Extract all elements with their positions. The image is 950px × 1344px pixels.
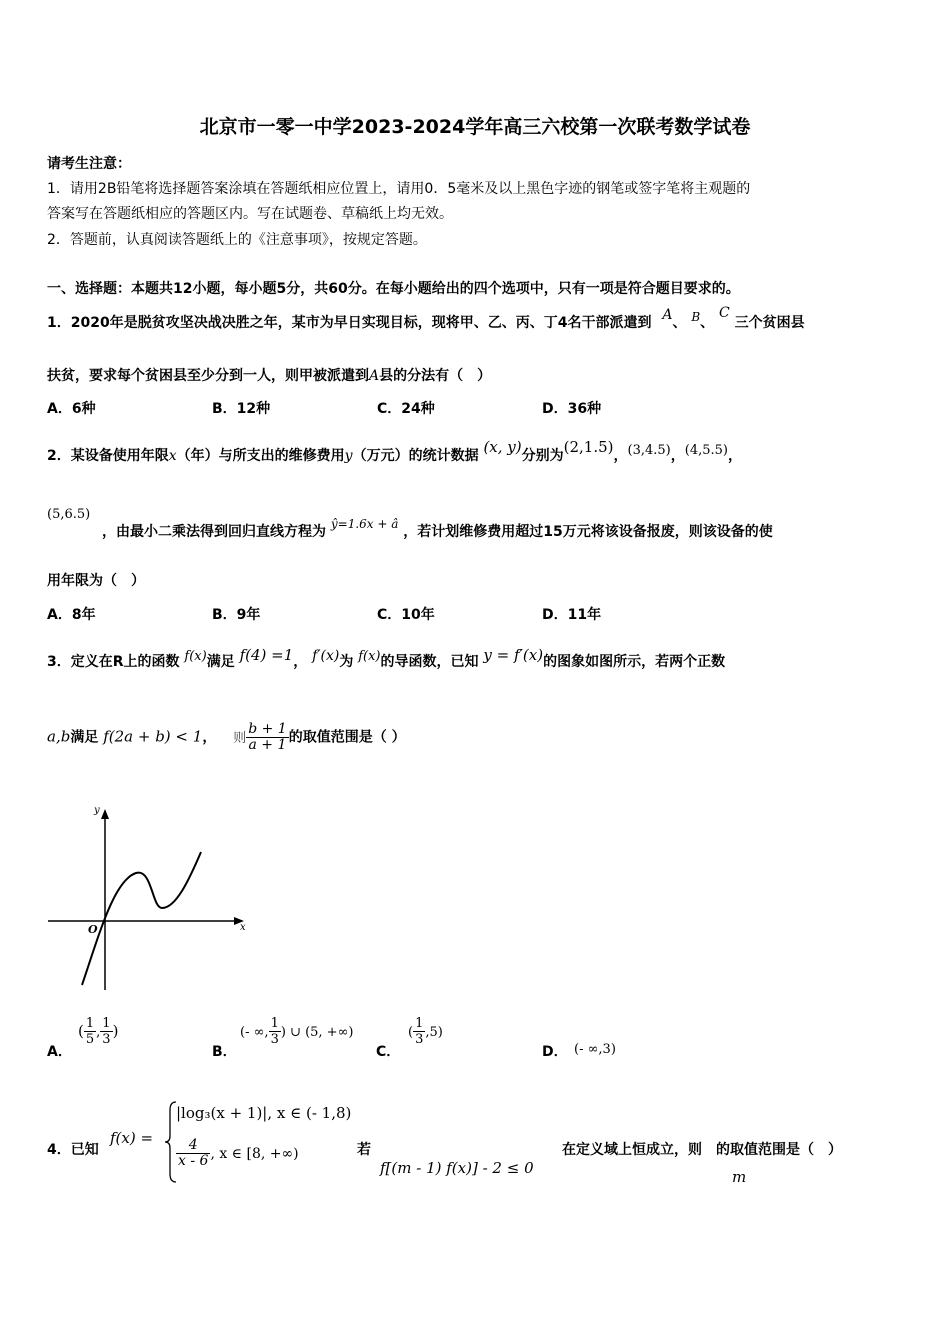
q2-option-a[interactable]: A．8年	[47, 607, 96, 623]
q2-point-3: (4,5.5)	[684, 443, 728, 458]
frac-den: 3	[270, 1032, 279, 1047]
q3-ab: a,b	[47, 727, 71, 746]
y-axis-arrow	[101, 809, 109, 819]
q3-inequality: f(2a + b) < 1	[103, 727, 203, 746]
q2-text-c: （万元）的统计数据	[352, 448, 479, 464]
q3-opta-lparen: (	[78, 1022, 84, 1040]
q3-text-i: 的取值范围是（ ）	[288, 729, 406, 746]
q3-optb-frac	[269, 1016, 281, 1047]
q4-condition: f[(m - 1) f(x)] - 2 ≤ 0	[380, 1159, 534, 1177]
page-title: 北京市一零一中学2023-2024学年高三六校第一次联考数学试卷	[199, 116, 751, 138]
q2-var-x: x	[168, 448, 177, 464]
q1-sep: 、	[700, 315, 715, 331]
frac-num: 4	[176, 1138, 210, 1154]
q3-fprime: f′(x)	[312, 648, 340, 664]
question-1-line-1	[47, 305, 805, 332]
graph-origin-label: O	[88, 923, 98, 936]
question-2-line-3: 用年限为（ ）	[47, 573, 145, 589]
q3-option-a-label[interactable]: A．	[47, 1044, 72, 1060]
q2-regression-eq: ŷ=1.6x + â	[330, 517, 399, 531]
q3-optb-right: ) ∪ (5, +∞)	[280, 1025, 354, 1040]
q3-optc-frac	[413, 1016, 425, 1047]
q3-option-d-label[interactable]: D．	[542, 1044, 568, 1060]
q4-case-2	[176, 1138, 299, 1169]
q4-text-c: 的取值范围是（ ）	[716, 1142, 842, 1158]
q3-option-c-label[interactable]: C．	[376, 1044, 401, 1060]
q3-text-h: ，	[202, 729, 217, 746]
q4-var-m: m	[732, 1168, 747, 1186]
q1-sep: 、	[672, 315, 687, 331]
q2-point-4: (5,6.5)	[47, 507, 91, 522]
q4-case-1: |log₃(x + 1)|, x ∈ (- 1,8)	[176, 1104, 352, 1122]
q4-ruo: 若	[357, 1142, 371, 1158]
notice-line-2: 答案写在答题纸相应的答题区内。写在试题卷、草稿纸上均无效。	[47, 206, 453, 222]
q3-f4: f(4) =1	[239, 646, 294, 664]
q1-text-b: 三个贫困县	[734, 315, 805, 331]
q1-option-d[interactable]: D．36种	[542, 401, 602, 417]
q2-pair: (x, y)	[483, 438, 522, 456]
q3-optc-left: (	[408, 1025, 414, 1040]
notice-line-1: 1．请用2B铅笔将选择题答案涂填在答题纸相应位置上，请用0．5毫米及以上黑色字迹的钢笔或签字笔将主观题的	[47, 181, 751, 197]
q3-opta-rparen: )	[112, 1022, 119, 1040]
q3-text-d: 为	[339, 654, 354, 670]
frac-num: 1	[102, 1016, 111, 1031]
derivative-curve	[82, 852, 201, 985]
q3-option-c[interactable]	[408, 1016, 443, 1047]
section-heading: 一、选择题：本题共12小题，每小题5分，共60分。在每小题给出的四个选项中，只有一项是符合题目要求的。	[47, 281, 740, 297]
q3-option-d[interactable]: (- ∞,3)	[574, 1042, 616, 1057]
q2-var-y: y	[344, 448, 353, 464]
question-2-line-2	[102, 517, 773, 541]
q2-comma: ，	[670, 448, 685, 464]
q1-option-b[interactable]: B．12种	[212, 401, 271, 417]
graph-y-label: y	[94, 805, 100, 816]
q3-fx-2: f(x)	[358, 649, 381, 664]
frac-den: 3	[102, 1032, 111, 1047]
q4-text-b	[562, 1139, 842, 1159]
q3-fraction	[246, 722, 289, 753]
q1-option-c[interactable]: C．24种	[377, 401, 435, 417]
q2-text-b: （年）与所支出的维修费用	[176, 448, 345, 464]
q3-optc-right: ,5)	[425, 1025, 443, 1040]
notice-heading: 请考生注意：	[47, 156, 131, 172]
q3-opta-frac-1	[84, 1016, 96, 1047]
frac-num: 1	[415, 1016, 424, 1031]
q1-text-d: 县的分法有（ ）	[379, 368, 492, 384]
q2-comma: ，	[613, 448, 628, 464]
q1-text-c: 扶贫，要求每个贫困县至少分到一人，则甲被派遣到	[47, 368, 369, 384]
q2-option-b[interactable]: B．9年	[212, 607, 261, 623]
q2-option-c[interactable]: C．10年	[377, 607, 435, 623]
q3-ze: 则	[233, 730, 247, 746]
q3-opta-comma: ,	[96, 1025, 101, 1040]
q4-text-b-part: 在定义域上恒成立，则	[562, 1142, 702, 1158]
q3-text-b: 满足	[206, 654, 235, 670]
q3-option-a[interactable]	[78, 1016, 118, 1047]
q3-option-b[interactable]	[240, 1016, 353, 1047]
question-3-line-2	[47, 722, 406, 753]
q3-text-e: 的导函数，已知	[380, 654, 479, 670]
q1-option-a[interactable]: A．6种	[47, 401, 96, 417]
q2-point-2: (3,4.5)	[627, 443, 671, 458]
q4-fx: f(x) =	[110, 1129, 154, 1147]
q2-text-e: ，由最小二乘法得到回归直线方程为	[102, 524, 326, 540]
q1-var-a2: A	[369, 368, 380, 384]
q3-fraction-num: b + 1	[248, 721, 287, 737]
q3-text-c: ，	[293, 654, 308, 670]
frac-num: 1	[85, 1016, 95, 1031]
q1-var-b: B	[691, 310, 701, 324]
q2-comma: ，	[727, 448, 742, 464]
q2-option-d[interactable]: D．11年	[542, 607, 602, 623]
frac-den: 3	[415, 1032, 424, 1047]
q3-fx: f(x)	[184, 649, 207, 664]
q3-optb-left: (- ∞,	[240, 1025, 269, 1040]
graph-x-label: x	[240, 922, 246, 933]
q3-y-eq: y = f′(x)	[483, 646, 544, 664]
question-1-line-2	[47, 365, 491, 385]
q3-option-b-label[interactable]: B．	[212, 1044, 237, 1060]
q3-opta-frac-2	[100, 1016, 112, 1047]
q1-var-c: C	[719, 305, 730, 321]
q3-derivative-graph	[44, 800, 254, 995]
frac-num: 1	[270, 1016, 279, 1031]
notice-line-3: 2．答题前，认真阅读答题纸上的《注意事项》，按规定答题。	[47, 232, 427, 248]
q1-text-a: 1．2020年是脱贫攻坚决战决胜之年，某市为早日实现目标，现将甲、乙、丙、丁4名干部派遣到	[47, 315, 652, 331]
q1-var-a: A	[662, 307, 673, 323]
q3-text-a: 3．定义在R上的函数	[47, 654, 180, 670]
q2-text-f: ，若计划维修费用超过15万元将该设备报废，则该设备的使	[403, 524, 773, 540]
frac-den: x - 6	[178, 1153, 209, 1169]
q2-text-d: 分别为	[521, 448, 564, 464]
question-2-line-1	[47, 438, 742, 465]
q3-text-g: 满足	[70, 729, 99, 746]
q2-point-1: (2,1.5)	[563, 438, 614, 456]
q4-case2-tail: , x ∈ [8, +∞)	[210, 1146, 299, 1162]
q4-text-a: 4．已知	[47, 1142, 99, 1158]
q4-case2-frac	[176, 1138, 210, 1169]
question-3-line-1	[47, 646, 726, 671]
frac-den: 5	[85, 1032, 95, 1047]
q2-text-a: 2．某设备使用年限	[47, 448, 169, 464]
q3-fraction-den: a + 1	[248, 737, 287, 753]
q3-text-f: 的图象如图所示，若两个正数	[543, 654, 726, 670]
